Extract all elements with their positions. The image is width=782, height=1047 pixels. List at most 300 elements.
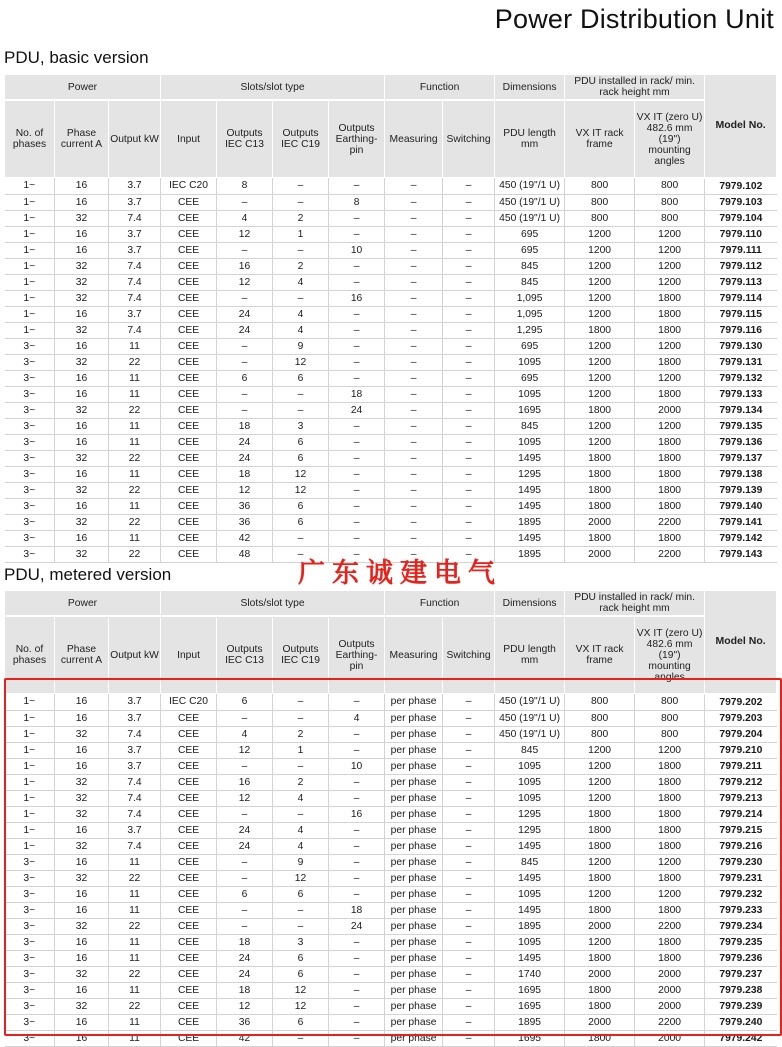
cell-input: IEC C20	[161, 178, 217, 195]
cell-switching: –	[443, 386, 495, 402]
cell-input: CEE	[161, 546, 217, 562]
cell-phases: 3~	[5, 338, 55, 354]
table-row	[5, 514, 777, 530]
cell-outputs-c19: 4	[273, 822, 329, 838]
cell-pdu-length: 1695	[495, 998, 565, 1014]
cell-phases: 3~	[5, 450, 55, 466]
cell-input: CEE	[161, 774, 217, 790]
cell-measuring: –	[385, 370, 443, 386]
cell-outputs-c19: 1	[273, 226, 329, 242]
cell-phase-current: 16	[55, 498, 109, 514]
cell-outputs-c19: 12	[273, 982, 329, 998]
cell-vx-zero: 800	[635, 194, 705, 210]
cell-outputs-c13: –	[217, 194, 273, 210]
cell-output-kw: 11	[109, 934, 161, 950]
cell-outputs-c13: 6	[217, 886, 273, 902]
cell-input: CEE	[161, 434, 217, 450]
cell-vx-zero: 2200	[635, 514, 705, 530]
cell-switching: –	[443, 178, 495, 195]
cell-model-no: 7979.237	[705, 966, 777, 982]
cell-vx-zero: 1800	[635, 774, 705, 790]
header-switching: Switching	[443, 100, 495, 178]
cell-measuring: per phase	[385, 950, 443, 966]
cell-output-kw: 3.7	[109, 822, 161, 838]
cell-outputs-earthing: 10	[329, 242, 385, 258]
cell-switching: –	[443, 242, 495, 258]
cell-outputs-c19: 12	[273, 998, 329, 1014]
header-input: Input	[161, 100, 217, 178]
cell-pdu-length: 1,095	[495, 290, 565, 306]
cell-phase-current: 16	[55, 530, 109, 546]
cell-outputs-c19: –	[273, 194, 329, 210]
table-row	[5, 838, 777, 854]
cell-input: CEE	[161, 386, 217, 402]
cell-phases: 3~	[5, 1014, 55, 1030]
cell-pdu-length: 450 (19"/1 U)	[495, 726, 565, 742]
cell-switching: –	[443, 710, 495, 726]
cell-input: CEE	[161, 950, 217, 966]
cell-outputs-earthing: 16	[329, 806, 385, 822]
cell-pdu-length: 1295	[495, 806, 565, 822]
cell-outputs-earthing: –	[329, 466, 385, 482]
cell-model-no: 7979.213	[705, 790, 777, 806]
cell-outputs-c19: 6	[273, 450, 329, 466]
cell-phase-current: 32	[55, 450, 109, 466]
table-row	[5, 790, 777, 806]
cell-vx-frame: 1800	[565, 498, 635, 514]
cell-model-no: 7979.132	[705, 370, 777, 386]
cell-outputs-c19: 4	[273, 790, 329, 806]
cell-pdu-length: 1695	[495, 982, 565, 998]
cell-output-kw: 11	[109, 338, 161, 354]
cell-output-kw: 3.7	[109, 178, 161, 195]
cell-outputs-c19: 2	[273, 774, 329, 790]
cell-pdu-length: 1495	[495, 870, 565, 886]
header-rack: PDU installed in rack/ min. rack height mm	[565, 75, 705, 101]
cell-outputs-c13: 24	[217, 450, 273, 466]
cell-outputs-c13: –	[217, 338, 273, 354]
cell-vx-frame: 1800	[565, 838, 635, 854]
cell-input: CEE	[161, 514, 217, 530]
cell-outputs-earthing: –	[329, 306, 385, 322]
cell-input: CEE	[161, 498, 217, 514]
cell-phase-current: 32	[55, 274, 109, 290]
cell-output-kw: 11	[109, 1030, 161, 1046]
cell-vx-frame: 1200	[565, 886, 635, 902]
cell-phases: 1~	[5, 694, 55, 711]
cell-measuring: –	[385, 402, 443, 418]
cell-measuring: –	[385, 530, 443, 546]
cell-measuring: –	[385, 226, 443, 242]
cell-outputs-earthing: –	[329, 1030, 385, 1046]
cell-model-no: 7979.242	[705, 1030, 777, 1046]
cell-vx-frame: 1200	[565, 854, 635, 870]
header-function: Function	[385, 75, 495, 101]
cell-measuring: per phase	[385, 694, 443, 711]
cell-switching: –	[443, 726, 495, 742]
cell-input: CEE	[161, 918, 217, 934]
cell-input: CEE	[161, 242, 217, 258]
cell-outputs-c13: –	[217, 758, 273, 774]
header-model: Model No.	[705, 75, 777, 178]
cell-output-kw: 22	[109, 870, 161, 886]
cell-outputs-c13: 12	[217, 998, 273, 1014]
cell-outputs-earthing: –	[329, 258, 385, 274]
cell-vx-zero: 1200	[635, 226, 705, 242]
cell-input: CEE	[161, 322, 217, 338]
basic-table-body	[5, 178, 777, 563]
cell-outputs-c19: –	[273, 402, 329, 418]
cell-model-no: 7979.139	[705, 482, 777, 498]
cell-input: CEE	[161, 290, 217, 306]
cell-vx-frame: 800	[565, 210, 635, 226]
cell-model-no: 7979.137	[705, 450, 777, 466]
cell-pdu-length: 1495	[495, 838, 565, 854]
cell-model-no: 7979.231	[705, 870, 777, 886]
cell-measuring: per phase	[385, 758, 443, 774]
cell-output-kw: 11	[109, 1014, 161, 1030]
cell-phase-current: 16	[55, 370, 109, 386]
cell-outputs-c19: –	[273, 530, 329, 546]
cell-output-kw: 11	[109, 950, 161, 966]
cell-outputs-c19: 1	[273, 742, 329, 758]
cell-vx-zero: 800	[635, 710, 705, 726]
cell-phases: 1~	[5, 290, 55, 306]
cell-vx-frame: 800	[565, 178, 635, 195]
cell-vx-zero: 1200	[635, 242, 705, 258]
cell-outputs-earthing: 4	[329, 710, 385, 726]
table-row	[5, 370, 777, 386]
table-row	[5, 306, 777, 322]
cell-pdu-length: 695	[495, 370, 565, 386]
cell-measuring: –	[385, 514, 443, 530]
cell-outputs-earthing: –	[329, 226, 385, 242]
cell-outputs-earthing: –	[329, 838, 385, 854]
table-row	[5, 482, 777, 498]
cell-measuring: –	[385, 258, 443, 274]
cell-input: CEE	[161, 530, 217, 546]
cell-outputs-c13: –	[217, 402, 273, 418]
cell-measuring: –	[385, 546, 443, 562]
cell-pdu-length: 1095	[495, 434, 565, 450]
cell-measuring: –	[385, 498, 443, 514]
cell-phases: 3~	[5, 854, 55, 870]
cell-pdu-length: 1095	[495, 386, 565, 402]
cell-phases: 1~	[5, 322, 55, 338]
cell-output-kw: 3.7	[109, 226, 161, 242]
cell-switching: –	[443, 918, 495, 934]
cell-input: CEE	[161, 966, 217, 982]
cell-phases: 3~	[5, 466, 55, 482]
cell-model-no: 7979.116	[705, 322, 777, 338]
cell-vx-frame: 1200	[565, 274, 635, 290]
cell-outputs-c19: 6	[273, 886, 329, 902]
cell-model-no: 7979.203	[705, 710, 777, 726]
cell-measuring: –	[385, 466, 443, 482]
header-measuring: Measuring	[385, 616, 443, 694]
cell-pdu-length: 1095	[495, 758, 565, 774]
cell-vx-zero: 1800	[635, 822, 705, 838]
cell-outputs-earthing: –	[329, 774, 385, 790]
cell-phases: 1~	[5, 274, 55, 290]
cell-vx-frame: 800	[565, 194, 635, 210]
cell-outputs-earthing: –	[329, 530, 385, 546]
cell-outputs-earthing: –	[329, 370, 385, 386]
cell-model-no: 7979.130	[705, 338, 777, 354]
cell-output-kw: 3.7	[109, 758, 161, 774]
header-model: Model No.	[705, 591, 777, 694]
cell-switching: –	[443, 950, 495, 966]
cell-measuring: per phase	[385, 886, 443, 902]
cell-outputs-c13: –	[217, 710, 273, 726]
cell-model-no: 7979.210	[705, 742, 777, 758]
cell-outputs-c13: 24	[217, 838, 273, 854]
cell-phases: 1~	[5, 758, 55, 774]
table-row	[5, 402, 777, 418]
cell-phases: 1~	[5, 194, 55, 210]
header-power: Power	[5, 591, 161, 617]
cell-model-no: 7979.114	[705, 290, 777, 306]
cell-output-kw: 11	[109, 386, 161, 402]
cell-output-kw: 22	[109, 482, 161, 498]
cell-outputs-c19: 12	[273, 354, 329, 370]
cell-output-kw: 22	[109, 450, 161, 466]
cell-pdu-length: 450 (19"/1 U)	[495, 194, 565, 210]
cell-phase-current: 16	[55, 886, 109, 902]
cell-output-kw: 11	[109, 854, 161, 870]
cell-model-no: 7979.111	[705, 242, 777, 258]
cell-input: CEE	[161, 902, 217, 918]
cell-model-no: 7979.110	[705, 226, 777, 242]
cell-phases: 3~	[5, 870, 55, 886]
cell-vx-zero: 1200	[635, 258, 705, 274]
cell-outputs-c13: 24	[217, 322, 273, 338]
cell-output-kw: 11	[109, 886, 161, 902]
cell-outputs-earthing: –	[329, 354, 385, 370]
cell-measuring: per phase	[385, 1030, 443, 1046]
cell-outputs-c19: –	[273, 546, 329, 562]
cell-vx-zero: 1800	[635, 806, 705, 822]
cell-phases: 1~	[5, 774, 55, 790]
cell-outputs-c19: 9	[273, 854, 329, 870]
cell-model-no: 7979.211	[705, 758, 777, 774]
cell-phases: 3~	[5, 966, 55, 982]
cell-outputs-c19: –	[273, 242, 329, 258]
cell-vx-frame: 1800	[565, 402, 635, 418]
cell-measuring: per phase	[385, 710, 443, 726]
cell-phase-current: 16	[55, 1014, 109, 1030]
header-phases: No. of phases	[5, 616, 55, 694]
cell-output-kw: 11	[109, 530, 161, 546]
cell-model-no: 7979.131	[705, 354, 777, 370]
cell-switching: –	[443, 258, 495, 274]
cell-model-no: 7979.233	[705, 902, 777, 918]
cell-vx-frame: 1200	[565, 258, 635, 274]
cell-outputs-c13: 24	[217, 966, 273, 982]
cell-switching: –	[443, 934, 495, 950]
page-title: Power Distribution Unit	[494, 4, 774, 34]
cell-vx-frame: 1200	[565, 306, 635, 322]
cell-measuring: per phase	[385, 790, 443, 806]
cell-outputs-earthing: 24	[329, 918, 385, 934]
table-row	[5, 386, 777, 402]
cell-pdu-length: 845	[495, 418, 565, 434]
cell-outputs-c19: 9	[273, 338, 329, 354]
cell-vx-zero: 1800	[635, 322, 705, 338]
cell-outputs-earthing: –	[329, 322, 385, 338]
cell-phases: 3~	[5, 530, 55, 546]
cell-model-no: 7979.216	[705, 838, 777, 854]
cell-outputs-earthing: 18	[329, 902, 385, 918]
cell-vx-frame: 2000	[565, 1014, 635, 1030]
cell-outputs-c19: 2	[273, 210, 329, 226]
cell-outputs-c13: 48	[217, 546, 273, 562]
cell-outputs-c19: 6	[273, 434, 329, 450]
cell-measuring: –	[385, 178, 443, 195]
cell-outputs-c19: –	[273, 386, 329, 402]
cell-pdu-length: 1495	[495, 950, 565, 966]
cell-switching: –	[443, 306, 495, 322]
cell-switching: –	[443, 370, 495, 386]
table-row	[5, 338, 777, 354]
cell-pdu-length: 1,295	[495, 322, 565, 338]
cell-outputs-c13: 16	[217, 258, 273, 274]
cell-measuring: –	[385, 434, 443, 450]
cell-vx-frame: 1800	[565, 482, 635, 498]
cell-switching: –	[443, 854, 495, 870]
cell-input: CEE	[161, 998, 217, 1014]
cell-vx-frame: 1200	[565, 226, 635, 242]
cell-measuring: per phase	[385, 934, 443, 950]
cell-phase-current: 16	[55, 822, 109, 838]
cell-model-no: 7979.133	[705, 386, 777, 402]
cell-phase-current: 32	[55, 290, 109, 306]
table-row	[5, 998, 777, 1014]
cell-phases: 3~	[5, 514, 55, 530]
cell-output-kw: 7.4	[109, 274, 161, 290]
cell-vx-zero: 2200	[635, 1014, 705, 1030]
cell-output-kw: 3.7	[109, 242, 161, 258]
cell-pdu-length: 695	[495, 242, 565, 258]
cell-pdu-length: 450 (19"/1 U)	[495, 178, 565, 195]
cell-vx-frame: 1200	[565, 742, 635, 758]
cell-switching: –	[443, 742, 495, 758]
cell-vx-zero: 2200	[635, 918, 705, 934]
cell-phase-current: 16	[55, 694, 109, 711]
cell-output-kw: 11	[109, 902, 161, 918]
cell-outputs-c13: 24	[217, 950, 273, 966]
cell-measuring: –	[385, 418, 443, 434]
header-slots: Slots/slot type	[161, 75, 385, 101]
cell-output-kw: 22	[109, 918, 161, 934]
cell-phase-current: 16	[55, 386, 109, 402]
cell-vx-zero: 1800	[635, 790, 705, 806]
cell-vx-frame: 800	[565, 710, 635, 726]
cell-phase-current: 32	[55, 790, 109, 806]
metered-table-wrapper	[4, 590, 776, 1047]
cell-measuring: –	[385, 354, 443, 370]
cell-model-no: 7979.234	[705, 918, 777, 934]
header-vx-frame: VX IT rack frame	[565, 100, 635, 178]
cell-input: CEE	[161, 482, 217, 498]
cell-input: CEE	[161, 758, 217, 774]
cell-vx-frame: 2000	[565, 966, 635, 982]
cell-vx-zero: 800	[635, 178, 705, 195]
cell-pdu-length: 845	[495, 258, 565, 274]
cell-vx-zero: 800	[635, 726, 705, 742]
cell-input: CEE	[161, 450, 217, 466]
cell-phases: 1~	[5, 726, 55, 742]
cell-phase-current: 16	[55, 434, 109, 450]
cell-phase-current: 16	[55, 854, 109, 870]
cell-phases: 1~	[5, 306, 55, 322]
cell-vx-frame: 1200	[565, 758, 635, 774]
cell-outputs-earthing: –	[329, 694, 385, 711]
cell-pdu-length: 1,095	[495, 306, 565, 322]
cell-outputs-earthing: –	[329, 998, 385, 1014]
header-input: Input	[161, 616, 217, 694]
table-row	[5, 742, 777, 758]
cell-input: CEE	[161, 274, 217, 290]
cell-pdu-length: 1895	[495, 918, 565, 934]
cell-input: CEE	[161, 886, 217, 902]
cell-switching: –	[443, 210, 495, 226]
header-length: PDU length mm	[495, 100, 565, 178]
table-row	[5, 290, 777, 306]
cell-vx-zero: 1800	[635, 498, 705, 514]
cell-vx-frame: 1200	[565, 790, 635, 806]
cell-outputs-earthing: –	[329, 546, 385, 562]
cell-measuring: –	[385, 306, 443, 322]
cell-model-no: 7979.143	[705, 546, 777, 562]
cell-model-no: 7979.235	[705, 934, 777, 950]
basic-pdu-table	[4, 74, 777, 563]
table-row	[5, 982, 777, 998]
cell-measuring: –	[385, 290, 443, 306]
cell-output-kw: 3.7	[109, 306, 161, 322]
cell-output-kw: 3.7	[109, 742, 161, 758]
cell-output-kw: 22	[109, 402, 161, 418]
cell-outputs-earthing: –	[329, 450, 385, 466]
cell-output-kw: 11	[109, 370, 161, 386]
table-row	[5, 854, 777, 870]
cell-vx-zero: 800	[635, 210, 705, 226]
cell-phase-current: 32	[55, 838, 109, 854]
cell-vx-zero: 1200	[635, 274, 705, 290]
cell-outputs-c13: –	[217, 854, 273, 870]
metered-section-title: PDU, metered version	[4, 565, 172, 584]
cell-vx-frame: 1800	[565, 950, 635, 966]
cell-outputs-c19: 12	[273, 870, 329, 886]
cell-measuring: per phase	[385, 870, 443, 886]
cell-measuring: per phase	[385, 822, 443, 838]
cell-output-kw: 11	[109, 466, 161, 482]
cell-switching: –	[443, 194, 495, 210]
cell-vx-frame: 1800	[565, 822, 635, 838]
cell-phase-current: 16	[55, 758, 109, 774]
cell-phase-current: 32	[55, 210, 109, 226]
header-dimensions: Dimensions	[495, 75, 565, 101]
cell-vx-zero: 1200	[635, 742, 705, 758]
cell-outputs-c19: –	[273, 806, 329, 822]
cell-outputs-c19: 4	[273, 322, 329, 338]
table-row	[5, 450, 777, 466]
cell-phases: 1~	[5, 838, 55, 854]
cell-phases: 3~	[5, 354, 55, 370]
cell-outputs-earthing: –	[329, 1014, 385, 1030]
cell-vx-zero: 2000	[635, 998, 705, 1014]
cell-pdu-length: 450 (19"/1 U)	[495, 210, 565, 226]
